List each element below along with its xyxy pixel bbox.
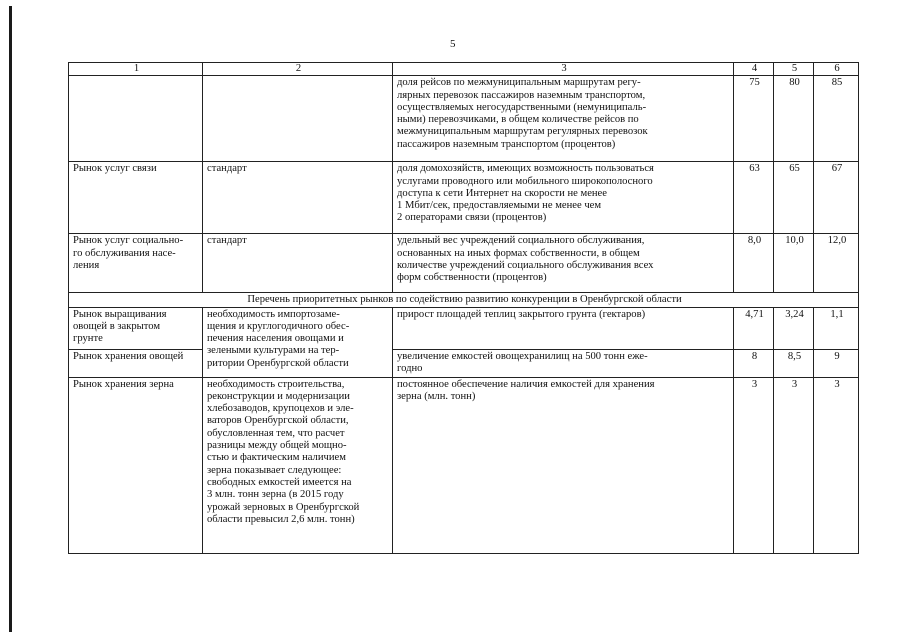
section-row bbox=[69, 293, 859, 307]
measure-cell bbox=[203, 76, 393, 162]
table-row bbox=[69, 377, 859, 553]
competition-markets-table bbox=[68, 62, 859, 554]
value-cell-2016: 63 bbox=[734, 162, 774, 234]
measure-cell: необходимость импортозаме- щения и круглогодичного обес- печения населения овощами и зелеными культурами на тер- ритории Оренбургской области bbox=[203, 307, 393, 377]
value-cell-2017: 3 bbox=[774, 377, 814, 553]
value-cell-2017: 10,0 bbox=[774, 234, 814, 293]
header-col-5: 5 bbox=[774, 63, 814, 76]
indicator-cell: постоянное обеспечение наличия емкостей для хранения зерна (млн. тонн) bbox=[393, 377, 734, 553]
value-cell-2017: 3,24 bbox=[774, 307, 814, 349]
table-row bbox=[69, 349, 859, 377]
indicator-cell: доля домохозяйств, имеющих возможность пользоваться услугами проводного или мобильного широкополосного доступа к сети Интернет на скорости не менее 1 Мбит/сек, предоставляемыми не менее чем 2 операторами связи (процентов) bbox=[393, 162, 734, 234]
value-cell-2018: 12,0 bbox=[814, 234, 859, 293]
header-col-6: 6 bbox=[814, 63, 859, 76]
section-title: Перечень приоритетных рынков по содействию развитию конкуренции в Оренбургской области bbox=[69, 293, 859, 307]
indicator-cell: удельный вес учреждений социального обслуживания, основанных на иных формах собственности, в общем количестве учреждений социального обслуживания всех форм собственности (процентов) bbox=[393, 234, 734, 293]
market-cell: Рынок выращивания овощей в закрытом грунте bbox=[69, 307, 203, 349]
value-cell-2016: 3 bbox=[734, 377, 774, 553]
value-cell-2016: 8,0 bbox=[734, 234, 774, 293]
measure-cell: необходимость строительства, реконструкции и модернизации хлебозаводов, крупоцехов и эле- ваторов Оренбургской области, обусловленная тем, что расчет разницы между общей мощно- стью и фактическим наличием зерна показывает следующее: свободных емкостей имеется на 3 млн. тонн зерна (в 2015 году урожай зерновых в Оренбургской области превысил 2,6 млн. тонн) bbox=[203, 377, 393, 553]
value-cell-2017: 65 bbox=[774, 162, 814, 234]
value-cell-2018: 9 bbox=[814, 349, 859, 377]
value-cell-2017: 8,5 bbox=[774, 349, 814, 377]
table-row bbox=[69, 234, 859, 293]
measure-cell: стандарт bbox=[203, 162, 393, 234]
market-cell: Рынок хранения зерна bbox=[69, 377, 203, 553]
indicator-cell: увеличение емкостей овощехранилищ на 500 тонн еже- годно bbox=[393, 349, 734, 377]
market-cell bbox=[69, 76, 203, 162]
indicator-cell: прирост площадей теплиц закрытого грунта (гектаров) bbox=[393, 307, 734, 349]
market-cell: Рынок услуг связи bbox=[69, 162, 203, 234]
value-cell-2018: 1,1 bbox=[814, 307, 859, 349]
header-col-3: 3 bbox=[393, 63, 734, 76]
value-cell-2016: 4,71 bbox=[734, 307, 774, 349]
table-row bbox=[69, 307, 859, 349]
table-header-row bbox=[69, 63, 859, 76]
value-cell-2018: 85 bbox=[814, 76, 859, 162]
header-col-1: 1 bbox=[69, 63, 203, 76]
indicator-cell: доля рейсов по межмуниципальным маршрутам регу- лярных перевозок пассажиров наземным транспортом, осуществляемых негосударственными (немуниципаль- ными) перевозчиками, в общем количестве рейсов по межмуниципальным маршрутам регулярных перевозок пассажиров наземным транспортом (процентов) bbox=[393, 76, 734, 162]
header-col-4: 4 bbox=[734, 63, 774, 76]
scan-edge-bar bbox=[9, 6, 12, 632]
value-cell-2018: 3 bbox=[814, 377, 859, 553]
header-col-2: 2 bbox=[203, 63, 393, 76]
market-cell: Рынок услуг социально- го обслуживания насе- ления bbox=[69, 234, 203, 293]
table-row bbox=[69, 76, 859, 162]
value-cell-2016: 8 bbox=[734, 349, 774, 377]
value-cell-2017: 80 bbox=[774, 76, 814, 162]
table-row bbox=[69, 162, 859, 234]
value-cell-2016: 75 bbox=[734, 76, 774, 162]
page-number: 5 bbox=[450, 38, 456, 50]
market-cell: Рынок хранения овощей bbox=[69, 349, 203, 377]
measure-cell: стандарт bbox=[203, 234, 393, 293]
value-cell-2018: 67 bbox=[814, 162, 859, 234]
